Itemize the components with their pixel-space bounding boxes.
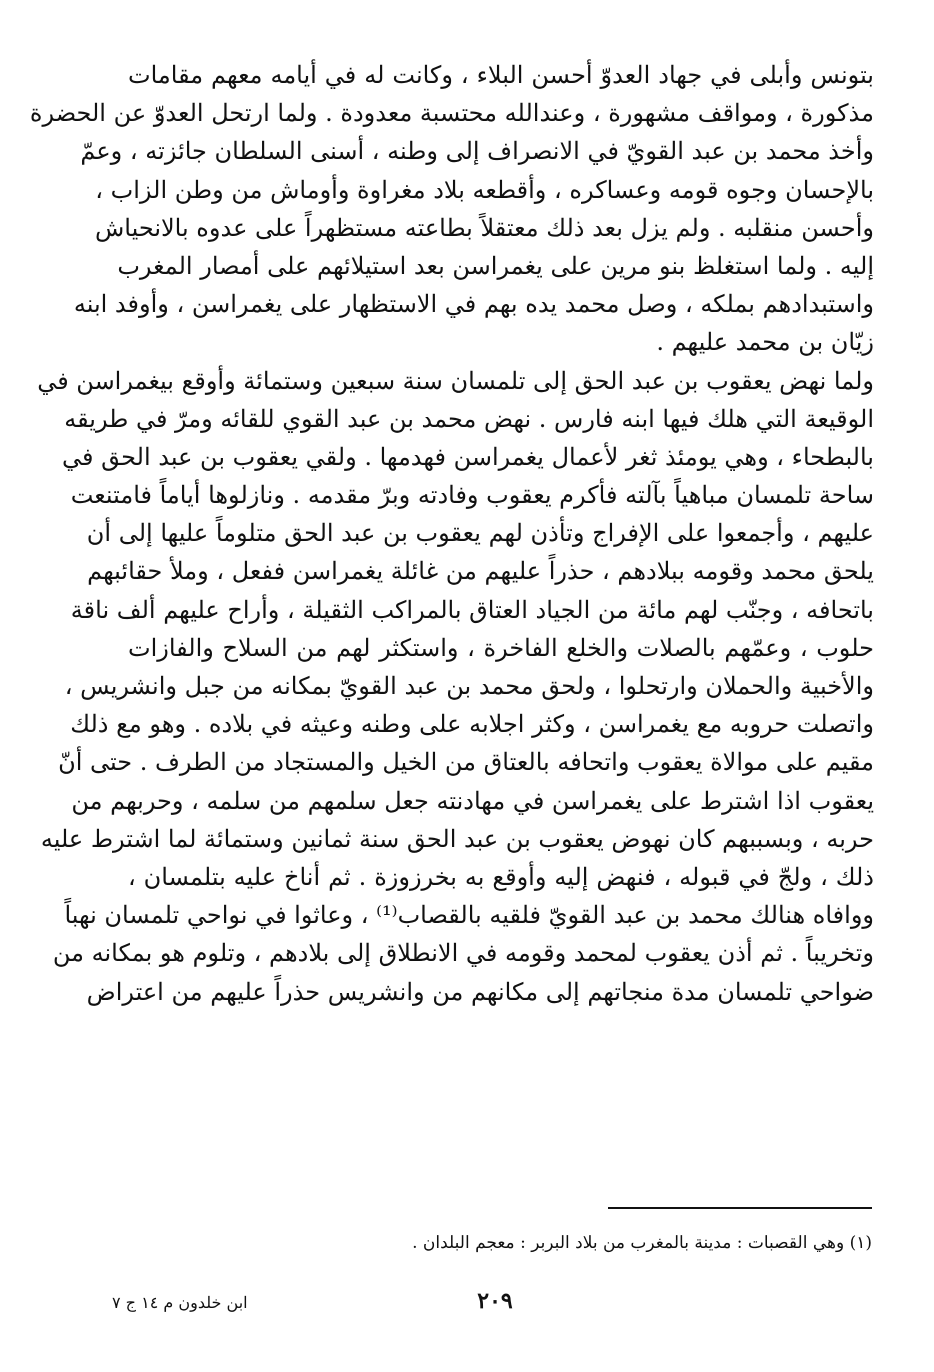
text-line-22: ذلك ، ولجّ في قبوله ، فنهض إليه وأوقع به بخرزوزة . ثم أناخ عليه بتلمسان ،	[128, 862, 874, 891]
text-line-13: عليهم ، وأجمعوا على الإفراج وتأذن لهم يعقوب بن عبد الحق متلوماً عليها إلى أن	[86, 519, 874, 548]
text-line-19: مقيم على موالاة يعقوب واتحافه بالعتاق من الخيل والمستجاد من الطرف . حتى أنّ	[58, 748, 874, 777]
text-line-3: وأخذ محمد بن عبد القويّ في الانصراف إلى وطنه ، أسنى السلطان جائزته ، وعمّ	[80, 137, 874, 166]
text-line-2: مذكورة ، ومواقف مشهورة ، وعندالله محتسبة معدودة . ولما ارتحل العدوّ عن الحضرة	[29, 99, 874, 128]
text-line-4: بالإحسان وجوه قومه وعساكره ، وأقطعه بلاد مغراوة وأوماش من وطن الزاب ،	[95, 175, 874, 204]
text-line-11: بالبطحاء ، وهي يومئذ ثغر لأعمال يغمراسن فهدمها . ولقي يعقوب بن عبد الحق في	[62, 442, 874, 471]
text-line-8: زيّان بن محمد عليهم .	[656, 328, 874, 357]
text-line-14: يلحق محمد وقومه ببلادهم ، حذراً عليهم من غائلة يغمراسن ففعل ، وملأ حقائبهم	[87, 557, 874, 586]
footnote: (١) وهي القصبات : مدينة بالمغرب من بلاد البربر : معجم البلدان .	[412, 1233, 872, 1253]
text-line-9: ولما نهض يعقوب بن عبد الحق إلى تلمسان سنة سبعين وستمائة وأوقع بيغمراسن في	[37, 366, 874, 395]
text-line-16: حلوب ، وعمّهم بالصلات والخلع الفاخرة ، واستكثر لهم من السلاح والفازات	[128, 633, 874, 662]
text-line-17: والأخبية والحملان وارتحلوا ، ولحق محمد بن عبد القويّ بمكانه من جبل وانشريس ،	[64, 672, 874, 700]
text-line-20: يعقوب اذا اشترط على يغمراسن في مهادنته جعل سلمهم من سلمه ، وحربهم من	[71, 786, 874, 815]
text-line-6: إليه . ولما استغلظ بنو مرين على يغمراسن بعد استيلائهم على أمصار المغرب	[117, 251, 874, 280]
text-line-15: باتحافه ، وجنّب لهم مائة من الجياد العتاق بالمراكب الثقيلة ، وأراح عليهم ألف ناقة	[70, 595, 874, 624]
text-line-5: وأحسن منقلبه . ولم يزل بعد ذلك معتقلاً بطاعته مستظهراً على عدوه بالانحياش	[94, 213, 874, 242]
text-line-23: ووافاه هنالك محمد بن عبد القويّ فلقيه بالقصاب⁽¹⁾ ، وعاثوا في نواحي تلمسان نهباً	[64, 901, 874, 930]
text-line-21: حربه ، وبسببهم كان نهوض يعقوب بن عبد الحق سنة ثمانين وستمائة لما اشترط عليه	[40, 824, 874, 853]
main-text-block	[29, 56, 874, 1011]
text-line-25: ضواحي تلمسان مدة منجاتهم إلى مكانهم من وانشريس حذراً عليهم من اعتراض	[86, 977, 874, 1006]
text-line-10: الوقيعة التي هلك فيها ابنه فارس . نهض محمد بن عبد القوي للقائه ومرّ في طريقه	[64, 404, 874, 433]
text-line-12: ساحة تلمسان مباهياً بآلته فأكرم يعقوب وفادته وبرّ مقدمه . ونازلوها أياماً فامتنعت	[70, 481, 874, 510]
text-line-24: وتخريباً . ثم أذن يعقوب لمحمد وقومه في الانطلاق إلى بلادهم ، وتلوم هو بمكانه من	[52, 939, 874, 968]
page-number: ٢٠٩	[477, 1288, 513, 1314]
text-line-18: واتصلت حروبه مع يغمراسن ، وكثر اجلابه على وطنه وعيثه في بلاده . وهو مع ذلك	[70, 710, 874, 739]
text-line-1: بتونس وأبلى في جهاد العدوّ أحسن البلاء ، وكانت له في أيامه معهم مقامات	[128, 61, 874, 89]
running-footer: ابن خلدون م ١٤ ج ٧	[112, 1293, 248, 1312]
footnote-divider	[608, 1207, 872, 1209]
text-line-7: واستبدادهم بملكه ، وصل محمد يده بهم في الاستظهار على يغمراسن ، وأوفد ابنه	[73, 290, 874, 319]
